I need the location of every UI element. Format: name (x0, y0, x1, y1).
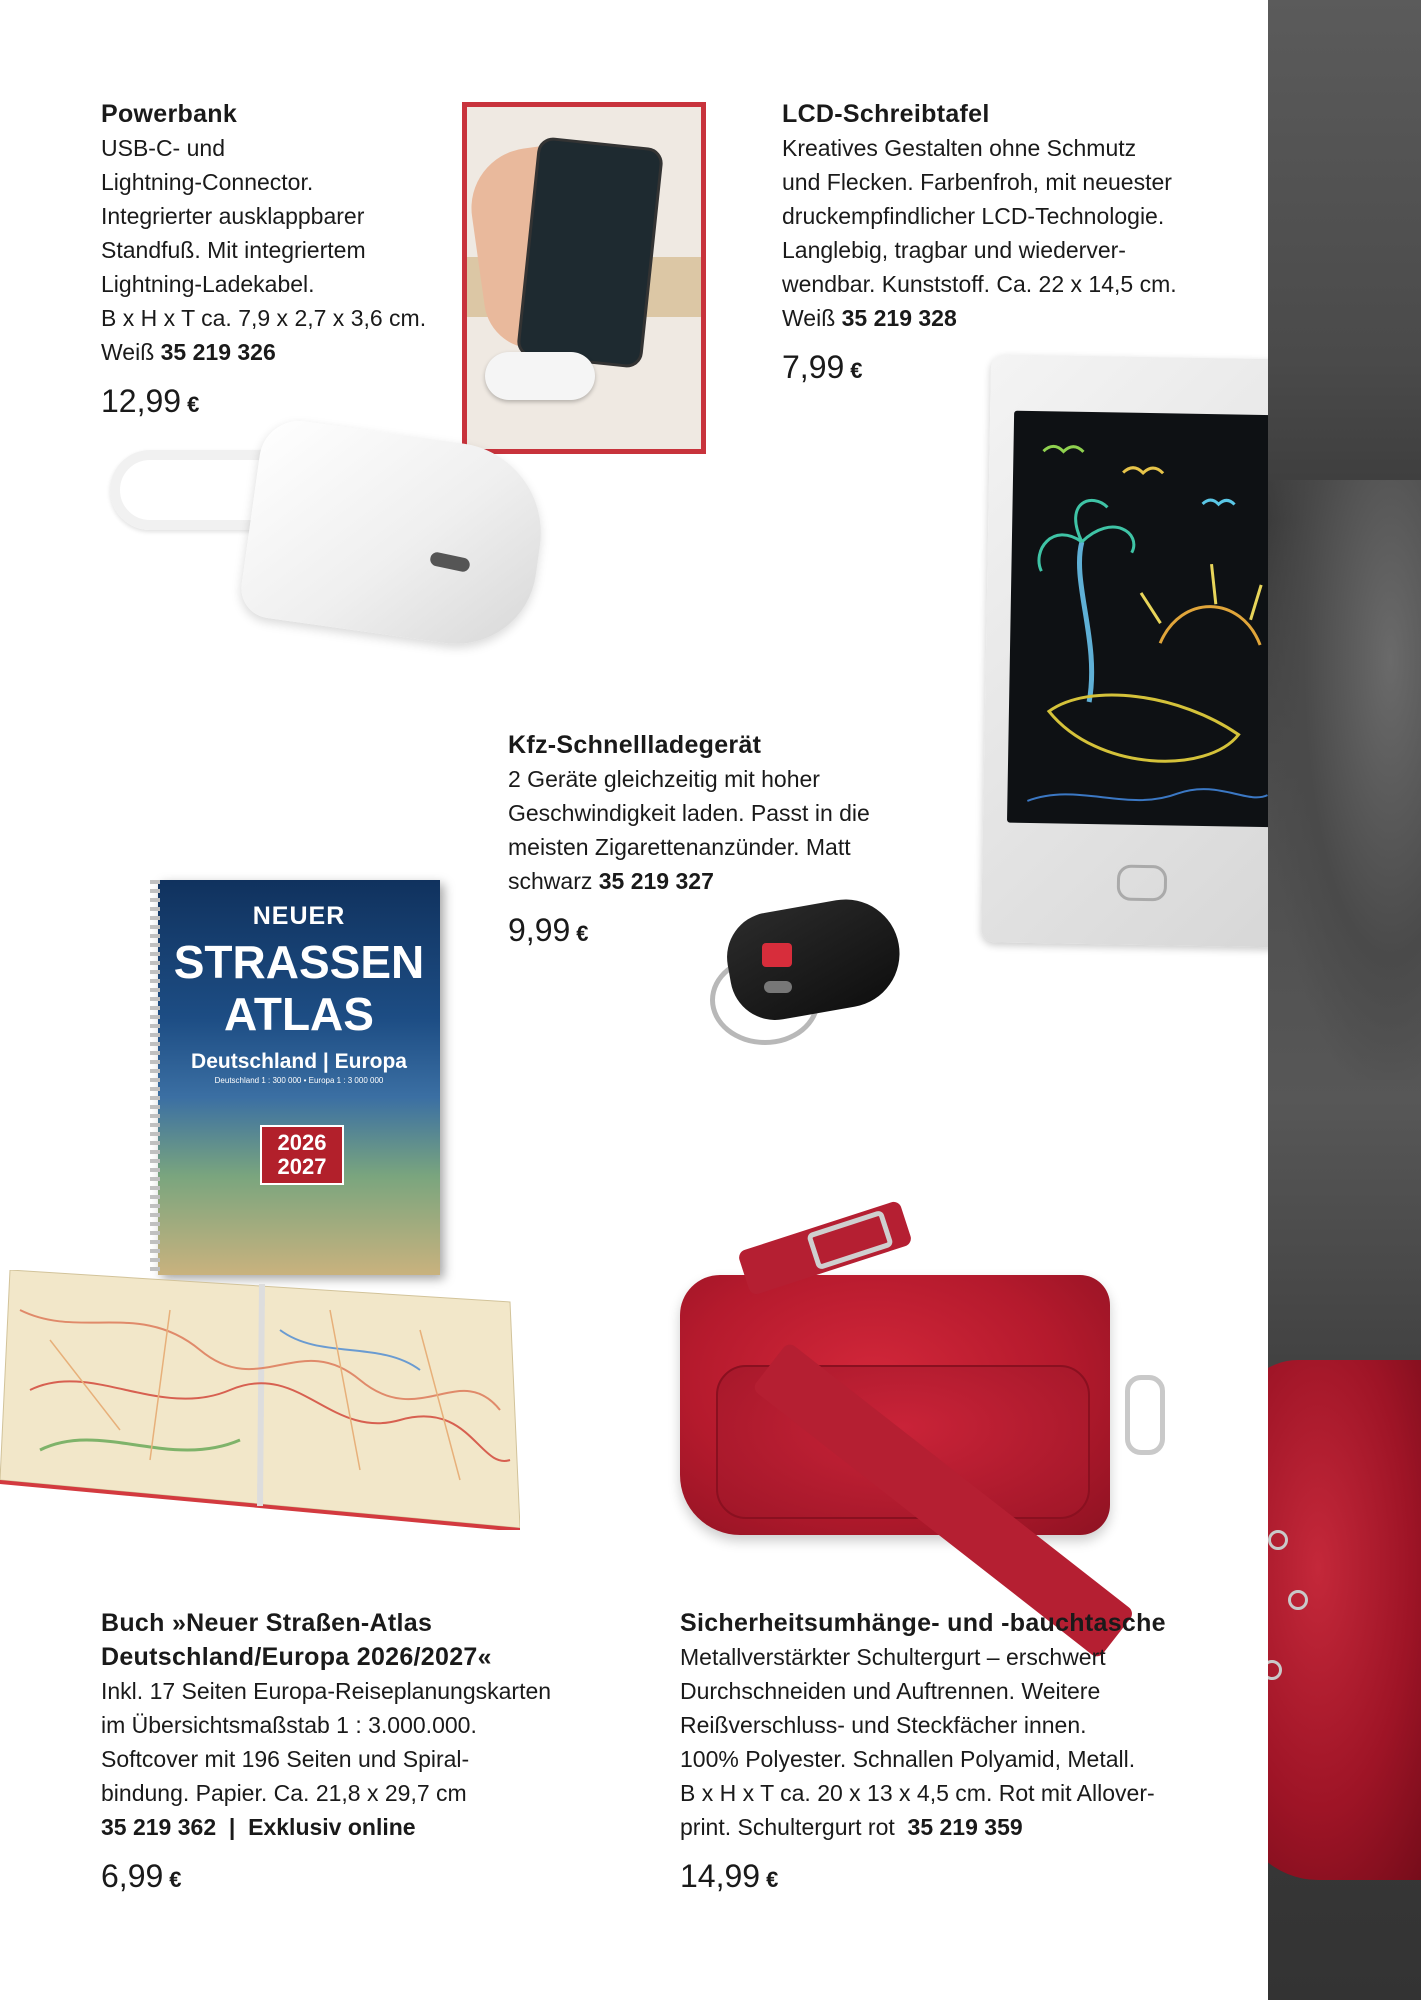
product-description: USB-C- und Lightning-Connector. Integrierter ausklappbarer Standfuß. Mit integriertem Lightning-Ladekabel. B x H x T ca. 7,9 x 2,7 x 3,6 cm. Weiß 35 219 326 (101, 131, 461, 369)
price: 14,99 € (680, 1858, 779, 1894)
product-title: Kfz-Schnellladegerät (508, 731, 762, 759)
price: 12,99 € (101, 383, 200, 419)
atlas-open-image (0, 1270, 520, 1530)
bag-image (670, 1215, 1210, 1575)
edition-badge: 2026 2027 (260, 1125, 344, 1185)
product-description: Inkl. 17 Seiten Europa-Reiseplanungskarten im Übersichtsmaßstab 1 : 3.000.000. Softcover mit 196 Seiten und Spiral- bindung. Papier. Ca. 21,8 x 29,7 cm 35 219 362 | Exklusiv online (101, 1674, 641, 1844)
article-number: 35 219 359 (907, 1814, 1023, 1840)
car-charger-image (708, 905, 908, 1045)
color-and-article: Weiß 35 219 328 (782, 305, 957, 331)
powerbank-usage-photo (462, 102, 706, 454)
lifestyle-photo-strip (1268, 0, 1421, 2000)
price: 6,99 € (101, 1858, 182, 1894)
product-description: 2 Geräte gleichzeitig mit hoher Geschwindigkeit laden. Passt in die meisten Zigarettenanzünder. Matt schwarz 35 219 327 (508, 762, 928, 898)
bag-offer (680, 1606, 1260, 1900)
atlas-cover-image: NEUER STRASSEN ATLAS Deutschland | Europa Deutschland 1 : 300 000 • Europa 1 : 3 000 000 2026 2027 (158, 880, 440, 1275)
drawing-illustration (1007, 411, 1280, 828)
bag-photo-detail (1268, 1360, 1421, 1880)
product-description: Kreatives Gestalten ohne Schmutz und Flecken. Farbenfroh, mit neuester druckempfindlicher LCD-Technologie. Langlebig, tragbar und wiederver- wendbar. Kunststoff. Ca. 22 x 14,5 cm. Weiß 35 219 328 (782, 131, 1222, 335)
product-title: Powerbank (101, 100, 238, 128)
article-number: 35 219 326 (160, 339, 276, 365)
trash-icon (1117, 865, 1168, 902)
atlas-offer (101, 1606, 641, 1900)
price: 7,99 € (782, 349, 863, 385)
lcd-tablet-image (981, 354, 1313, 948)
article-number: 35 219 327 (598, 868, 714, 894)
color-and-article: Weiß 35 219 326 (101, 339, 276, 365)
price: 9,99 € (508, 912, 589, 948)
lcd-tablet-offer (782, 97, 1222, 391)
article-number: 35 219 328 (841, 305, 957, 331)
product-description: Metallverstärkter Schultergurt – erschwert Durchschneiden und Auftrennen. Weitere Reißverschluss- und Steckfächer innen. 100% Polyester. Schnallen Polyamid, Metall. B x H x T ca. 20 x 13 x 4,5 cm. Rot mit Allover- print. Schultergurt rot 35 219 359 (680, 1640, 1260, 1844)
article-and-exclusive: 35 219 362 | Exklusiv online (101, 1814, 416, 1840)
product-title: Buch »Neuer Straßen-Atlas Deutschland/Europa 2026/2027« (101, 1609, 492, 1671)
tablet-screen (1007, 411, 1280, 828)
article-number: 35 219 362 (101, 1814, 217, 1840)
usb-a-port (762, 943, 792, 967)
powerbank-image (110, 415, 560, 655)
product-title: Sicherheitsumhänge- und -bauchtasche (680, 1609, 1166, 1637)
exclusive-label: Exklusiv online (248, 1814, 416, 1840)
powerbank-offer (101, 97, 461, 425)
color-and-article: print. Schultergurt rot 35 219 359 (680, 1814, 1023, 1840)
usb-c-port (764, 981, 792, 993)
color-and-article: schwarz 35 219 327 (508, 868, 714, 894)
product-title: LCD-Schreibtafel (782, 100, 990, 128)
